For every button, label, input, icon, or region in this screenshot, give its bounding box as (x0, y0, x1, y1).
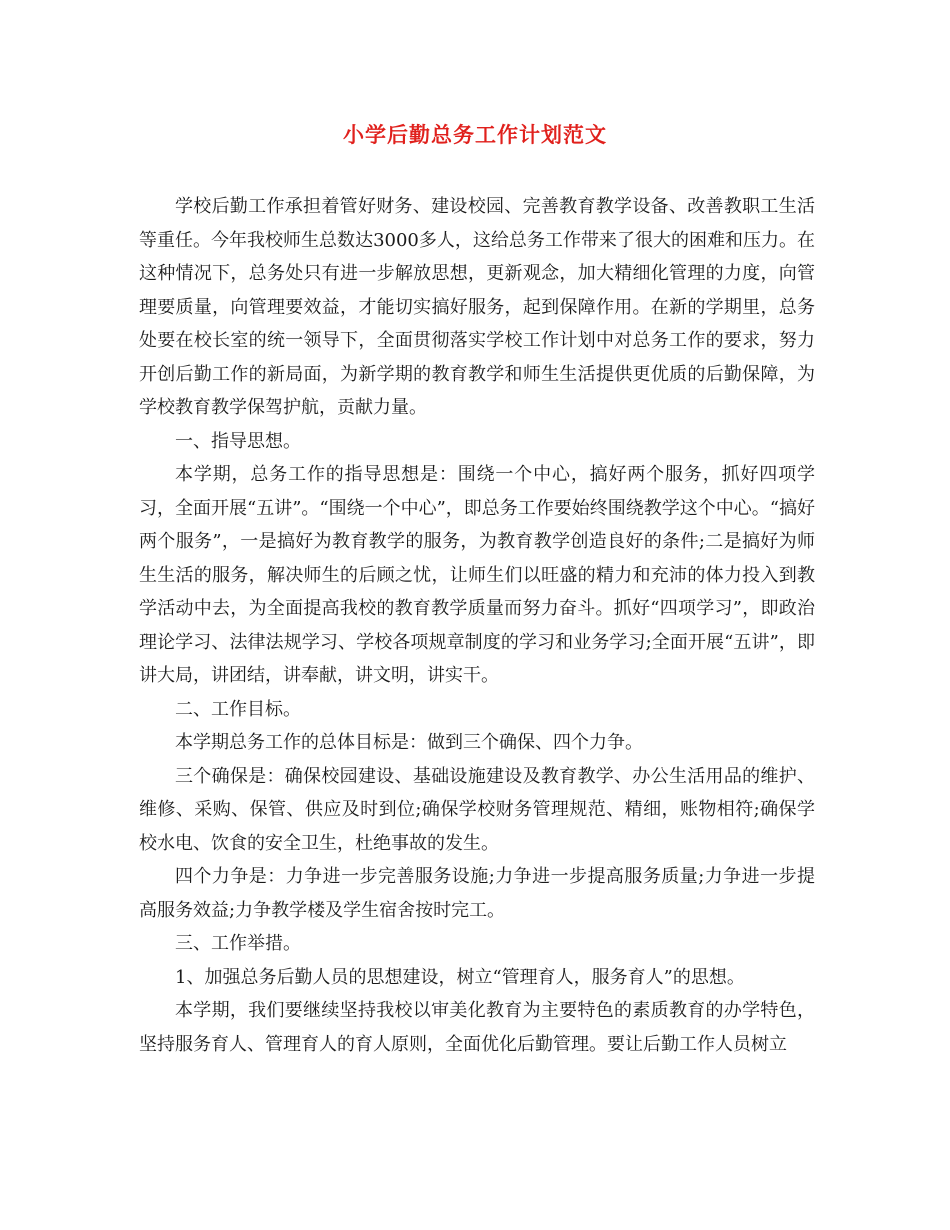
document-title: 小学后勤总务工作计划范文 (343, 122, 607, 147)
paragraph-overall-goal: 本学期总务工作的总体目标是：做到三个确保、四个力争。 (175, 732, 643, 753)
paragraph-four-strives: 四个力争是：力争进一步完善服务设施;力争进一步提高服务质量;力争进一步提高服务效益;力争教学楼及学生宿舍按时完工。 (139, 866, 815, 921)
section-heading-work-measures: 三、工作举措。 (175, 933, 301, 954)
paragraph-measure-1-detail: 本学期，我们要继续坚持我校以审美化教育为主要特色的素质教育的办学特色，坚持服务育人、管理育人的育人原则，全面优化后勤管理。要让后勤工作人员树立 (139, 1000, 815, 1055)
document-body (139, 190, 815, 1061)
section-heading-work-goals: 二、工作目标。 (175, 698, 301, 720)
paragraph-measure-1: 1、加强总务后勤人员的思想建设，树立“管理育人，服务育人”的思想。 (175, 966, 745, 988)
paragraph-three-ensures: 三个确保是：确保校园建设、基础设施建设及教育教学、办公生活用品的维护、维修、采购、保管、供应及时到位;确保学校财务管理规范、精细，账物相符;确保学校水电、饮食的安全卫生，杜绝事故的发生。 (139, 765, 815, 854)
section-heading-guiding-ideology: 一、指导思想。 (175, 430, 301, 452)
paragraph-guiding-ideology: 本学期，总务工作的指导思想是：围绕一个中心，搞好两个服务，抓好四项学习，全面开展“五讲”。“围绕一个中心”，即总务工作要始终围绕教学这个中心。“搞好两个服务”，一是搞好为教育教学的服务，为教育教学创造良好的条件;二是搞好为师生生活的服务，解决师生的后顾之忧，让师生们以旺盛的精力和充沛的体力投入到教学活动中去，为全面提高我校的教育教学质量而努力奋斗。抓好“四项学习”，即政治理论学习、法律法规学习、学校各项规章制度的学习和业务学习;全面开展“五讲”，即讲大局，讲团结，讲奉献，讲文明，讲实干。 (139, 464, 816, 686)
paragraph-intro: 学校后勤工作承担着管好财务、建设校园、完善教育教学设备、改善教职工生活等重任。今年我校师生总数达3000多人，这给总务工作带来了很大的困难和压力。在这种情况下，总务处只有进一步解放思想，更新观念，加大精细化管理的力度，向管理要质量，向管理要效益，才能切实搞好服务，起到保障作用。在新的学期里，总务处要在校长室的统一领导下，全面贯彻落实学校工作计划中对总务工作的要求，努力开创后勤工作的新局面，为新学期的教育教学和师生生活提供更优质的后勤保障，为学校教育教学保驾护航，贡献力量。 (139, 196, 815, 418)
